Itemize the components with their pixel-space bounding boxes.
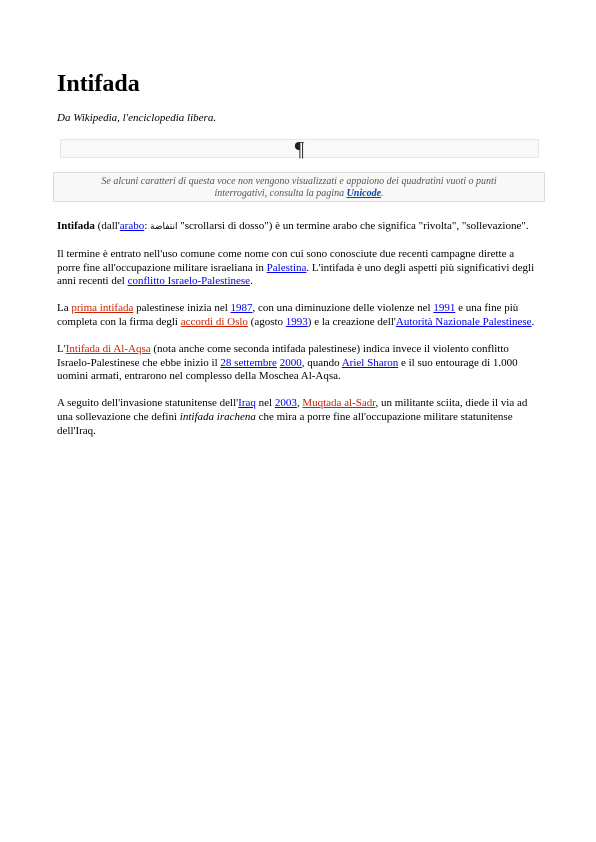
link-iraq[interactable]: Iraq: [238, 397, 256, 410]
link-intifada-al-aqsa[interactable]: Intifada di Al-Aqsa: [65, 343, 151, 356]
text: :: [144, 220, 151, 232]
link-2000[interactable]: 2000: [279, 356, 302, 369]
text: e una fine più completa con la firma degli: [57, 302, 519, 328]
paragraph-5: [57, 397, 537, 438]
page-title: Intifada: [57, 71, 140, 97]
text: (agosto: [247, 315, 286, 328]
link-conflitto[interactable]: conflitto Israelo-Palestinese: [127, 275, 251, 288]
text: ) e la creazione dell': [307, 315, 396, 328]
text: .: [531, 315, 535, 328]
text: e il suo entourage di 1.000 uomini armati, entrarono nel complesso della Moschea Al-Aqsa.: [57, 356, 518, 383]
text: Il termine è entrato nell'uso comune come nome con cui sono conosciute due recenti campagne dirette a porre fine all'occupazione militare israeliana in: [57, 248, 515, 274]
text: , quando: [301, 356, 342, 369]
text: palestinese inizia nel: [133, 302, 231, 315]
text: .: [250, 275, 253, 288]
notice-end: .: [381, 188, 384, 199]
text: A seguito dell'invasione statunitense dell': [57, 397, 239, 410]
pilcrow-icon: ¶: [294, 137, 305, 161]
link-1991[interactable]: 1991: [433, 302, 456, 315]
article-body: [57, 220, 537, 452]
link-muqtada-al-sadr[interactable]: Muqtada al-Sadr: [302, 397, 376, 410]
unicode-notice: [53, 172, 545, 202]
paragraph-4: [57, 343, 537, 384]
arabic-word: انتفاضة: [150, 222, 178, 232]
text: , un militante sciita, diede il via ad una sollevazione che definì: [57, 397, 528, 423]
paragraph-2: [57, 248, 537, 289]
emphasis: intifada irachena: [179, 410, 256, 423]
paragraph-3: [57, 302, 537, 329]
link-autorita[interactable]: Autorità Nazionale Palestinese: [395, 315, 532, 328]
text: La: [57, 302, 72, 315]
link-palestina[interactable]: Palestina: [266, 261, 307, 274]
text: , con una diminuzione delle violenze nel: [252, 302, 434, 315]
pilcrow-box: [60, 137, 539, 161]
link-1987[interactable]: 1987: [230, 302, 253, 315]
text: che mira a porre fine all'occupazione militare statunitense dell'Iraq.: [57, 410, 513, 437]
link-28-settembre[interactable]: 28 settembre: [220, 356, 277, 369]
link-ariel-sharon[interactable]: Ariel Sharon: [341, 356, 399, 369]
text: L': [57, 343, 66, 356]
text: . L'intifada è uno degli aspetti più significativi degli anni recenti del: [57, 261, 535, 288]
unicode-link[interactable]: Unicode: [346, 188, 382, 199]
link-1993[interactable]: 1993: [285, 315, 308, 328]
paragraph-1: [57, 220, 537, 235]
tagline: Da Wikipedia, l'enciclopedia libera.: [57, 112, 217, 124]
link-arabo[interactable]: arabo: [119, 220, 145, 232]
text: (nota anche come seconda intifada palestinese) indica invece il violento conflitto Israelo-Palestinese che ebbe inizio il: [57, 343, 509, 369]
text: (dall': [94, 220, 120, 232]
link-2003[interactable]: 2003: [274, 397, 297, 410]
notice-text: Se alcuni caratteri di questa voce non vengono visualizzati e appaiono dei quadratini vuoti o punti interrogativi, consulta la pagina: [101, 176, 497, 199]
text: ,: [296, 397, 303, 410]
text: nel: [255, 397, 275, 410]
link-accordi-oslo[interactable]: accordi di Oslo: [180, 315, 248, 328]
link-prima-intifada[interactable]: prima intifada: [71, 302, 134, 315]
text: "scrollarsi di dosso") è un termine arabo che significa "rivolta", "sollevazione".: [177, 220, 529, 232]
term-bold: Intifada: [57, 220, 95, 232]
